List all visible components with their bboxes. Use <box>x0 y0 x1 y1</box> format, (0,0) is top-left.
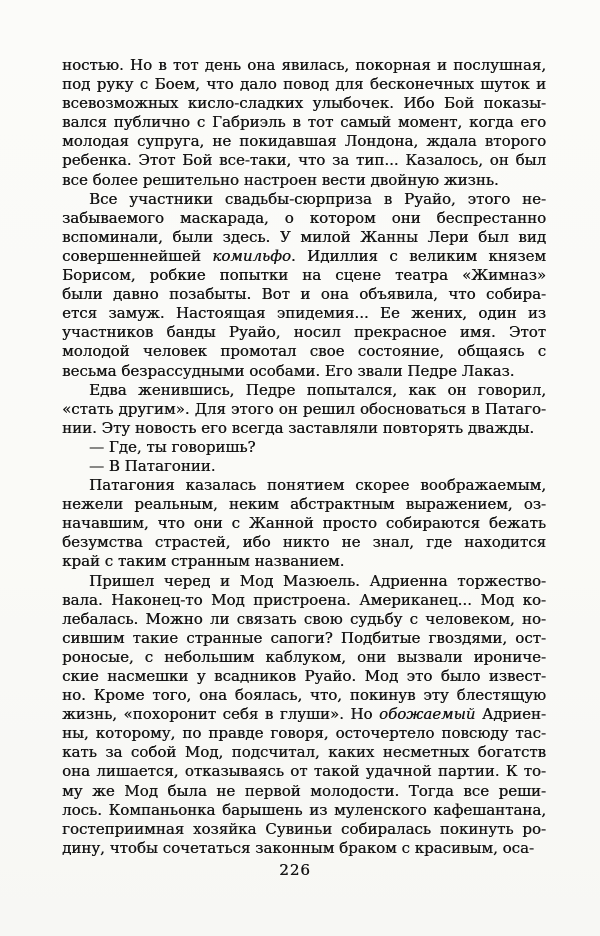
text-segment: молодой человек промотал свое состояние, общаясь с <box>62 342 546 361</box>
text-line <box>62 75 546 94</box>
paragraph <box>62 190 546 381</box>
text-line <box>62 610 546 629</box>
text-segment: ностью. Но в тот день она явилась, покорная и послушная, <box>62 56 546 74</box>
text-segment: ские насмешки у всадников Руайо. Мод это было извест- <box>62 667 546 685</box>
text-line <box>62 171 546 190</box>
text-line <box>62 285 546 304</box>
text-segment: Патагония казалась понятием скорее воображаемым, <box>89 476 546 495</box>
text-line <box>62 495 546 514</box>
text-line <box>62 820 546 839</box>
text-line <box>62 304 546 323</box>
text-line <box>62 533 546 552</box>
text-segment: дину, чтобы сочетаться законным браком с красивым, оса- <box>62 838 534 857</box>
text-line <box>62 648 546 667</box>
text-segment: лось. Компаньонка барышень из муленского кафешантана, <box>62 800 546 819</box>
paragraph <box>62 572 546 858</box>
text-line <box>62 419 546 438</box>
text-segment: Борисом, робкие попытки на сцене театра «Жимназ» <box>62 266 546 285</box>
text-line <box>62 381 546 400</box>
text-segment: . Идиллия с великим князем <box>290 246 546 265</box>
text-line <box>62 839 546 858</box>
text-line <box>62 591 546 610</box>
text-line <box>62 457 546 476</box>
text-segment: Пришел черед и Мод Мазюель. Адриенна торжество- <box>89 571 546 590</box>
text-segment: му же Мод была не первой молодости. Тогда все реши- <box>62 781 546 800</box>
text-line <box>62 514 546 533</box>
text-segment: нежели реальным, неким абстрактным выражением, оз- <box>62 495 546 514</box>
italic-text: комильфо <box>212 246 291 265</box>
text-line <box>62 724 546 743</box>
page-number: 226 <box>279 861 311 879</box>
text-segment: вался публично с Габриэль в тот самый момент, когда его <box>62 113 546 132</box>
text-segment: край с таким странным названием. <box>62 552 345 571</box>
text-line <box>62 209 546 228</box>
text-segment: лебалась. Можно ли связать свою судьбу с человеком, но- <box>62 609 546 628</box>
text-line <box>62 362 546 381</box>
text-line <box>62 56 546 75</box>
text-segment: всевозможных кисло-сладких улыбочек. Ибо Бой показы- <box>62 94 546 113</box>
paragraph <box>62 457 546 476</box>
text-segment: гостеприимная хозяйка Сувиньи собиралась покинуть ро- <box>62 819 546 838</box>
text-line <box>62 323 546 342</box>
paragraph <box>62 476 546 571</box>
text-segment: были давно позабыты. Вот и она объявила, что собира- <box>62 285 546 304</box>
text-segment: все более решительно настроен вести двойную жизнь. <box>62 170 499 189</box>
text-line <box>62 342 546 361</box>
text-segment: ется замуж. Настоящая эпидемия... Ее жених, один из <box>62 304 546 323</box>
text-segment: участников банды Руайо, носил прекрасное имя. Этот <box>62 323 546 342</box>
text-segment: — Где, ты говоришь? <box>89 437 256 456</box>
text-segment: начавшим, что они с Жанной просто собираются бежать <box>62 514 546 533</box>
text-line <box>62 629 546 648</box>
text-line <box>62 151 546 170</box>
text-segment: забываемого маскарада, о котором они беспрестанно <box>62 208 546 227</box>
paragraph <box>62 438 546 457</box>
text-segment: роносые, с небольшим каблуком, они вызвали ирониче- <box>62 647 546 666</box>
text-line <box>62 762 546 781</box>
text-segment: сившим такие странные сапоги? Подбитые гвоздями, ост- <box>62 628 546 647</box>
text-line <box>62 667 546 686</box>
paragraph <box>62 381 546 438</box>
text-segment: но. Кроме того, она боялась, что, покинув эту блестящую <box>62 686 546 705</box>
text-line <box>62 782 546 801</box>
paragraph <box>62 56 546 190</box>
text-line <box>62 228 546 247</box>
text-line <box>62 266 546 285</box>
text-line <box>62 438 546 457</box>
text-line <box>62 801 546 820</box>
text-line <box>62 247 546 266</box>
text-segment: под руку с Боем, что дало повод для бесконечных шуток и <box>62 75 546 94</box>
text-segment: «стать другим». Для этого он решил обосноваться в Патаго- <box>62 399 546 418</box>
text-segment: весьма безрассудными особами. Его звали Педре Лаказ. <box>62 361 515 380</box>
text-line <box>62 94 546 113</box>
text-segment: Все участники свадьбы-сюрприза в Руайо, этого не- <box>89 189 546 208</box>
text-segment: Адриен- <box>475 705 546 724</box>
text-segment: жизнь, «похоронит себя в глуши». Но <box>62 705 379 724</box>
text-line <box>62 132 546 151</box>
text-line <box>62 743 546 762</box>
text-segment: она лишается, отказываясь от такой удачной партии. К то- <box>62 762 546 781</box>
page-text <box>62 56 546 858</box>
text-line <box>62 552 546 571</box>
text-segment: Едва женившись, Педре попытался, как он говорил, <box>89 380 546 399</box>
text-segment: совершеннейшей <box>62 246 213 265</box>
text-line <box>62 572 546 591</box>
text-line <box>62 113 546 132</box>
text-segment: молодая супруга, не покидавшая Лондона, ждала второго <box>62 132 546 151</box>
text-segment: ребенка. Этот Бой все-таки, что за тип... Казалось, он был <box>62 151 546 170</box>
text-segment: вспоминали, были здесь. У милой Жанны Лери был вид <box>62 227 546 246</box>
text-segment: нии. Эту новость его всегда заставляли повторять дважды. <box>62 418 535 437</box>
text-line <box>62 476 546 495</box>
text-segment: — В Патагонии. <box>89 456 216 475</box>
text-segment: безумства страстей, ибо никто не знал, где находится <box>62 533 546 552</box>
text-line <box>62 686 546 705</box>
text-segment: ны, которому, по правде говоря, осточертело повсюду тас- <box>62 724 546 743</box>
text-line <box>62 705 546 724</box>
text-segment: кать за собой Мод, подсчитал, каких несметных богатств <box>62 743 546 762</box>
italic-text: обожаемый <box>378 705 476 724</box>
text-line <box>62 400 546 419</box>
text-segment: вала. Наконец-то Мод пристроена. Американец... Мод ко- <box>62 590 546 609</box>
text-line <box>62 190 546 209</box>
